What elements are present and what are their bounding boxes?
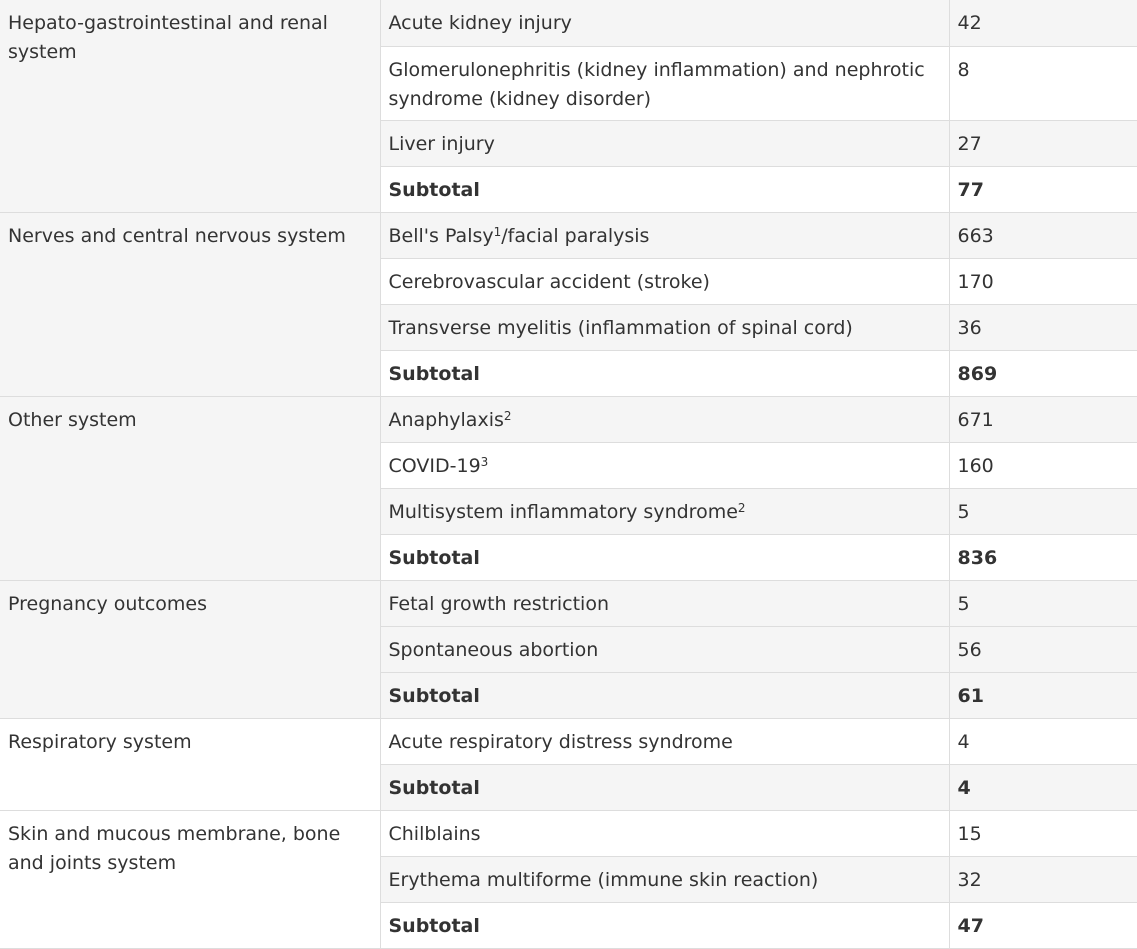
event-name-suffix: /facial paralysis	[501, 224, 650, 247]
system-cell: Other system	[0, 396, 380, 580]
subtotal-value: 47	[949, 902, 1137, 948]
event-cell	[380, 810, 949, 856]
subtotal-value: 836	[949, 534, 1137, 580]
subtotal-value: 4	[949, 764, 1137, 810]
event-cell	[380, 304, 949, 350]
subtotal-label: Subtotal	[380, 534, 949, 580]
event-name: Glomerulonephritis (kidney inflammation) and nephrotic syndrome (kidney disorder)	[388, 58, 925, 110]
table-row	[0, 718, 1137, 764]
event-name: Fetal growth restriction	[388, 592, 610, 615]
system-cell: Skin and mucous membrane, bone and joints system	[0, 810, 380, 948]
subtotal-value: 869	[949, 350, 1137, 396]
count-cell: 5	[949, 488, 1137, 534]
event-cell	[380, 718, 949, 764]
subtotal-label: Subtotal	[380, 902, 949, 948]
system-cell: Respiratory system	[0, 718, 380, 810]
event-name: Liver injury	[388, 132, 495, 155]
event-cell	[380, 442, 949, 488]
footnote-marker: 3	[480, 455, 489, 470]
count-cell: 663	[949, 212, 1137, 258]
event-cell	[380, 856, 949, 902]
event-name: Chilblains	[388, 822, 481, 845]
event-cell	[380, 120, 949, 166]
table-row	[0, 580, 1137, 626]
event-cell	[380, 488, 949, 534]
event-name: Anaphylaxis	[388, 408, 504, 431]
footnote-marker: 2	[503, 409, 512, 424]
count-cell: 671	[949, 396, 1137, 442]
event-name: Erythema multiforme (immune skin reaction)	[388, 868, 819, 891]
event-name: COVID-19	[388, 454, 481, 477]
footnote-marker: 2	[737, 501, 746, 516]
footnote-marker: 1	[493, 225, 502, 240]
count-cell: 42	[949, 0, 1137, 46]
event-name: Multisystem inflammatory syndrome	[388, 500, 738, 523]
count-cell: 5	[949, 580, 1137, 626]
event-name: Acute kidney injury	[388, 12, 572, 34]
subtotal-label: Subtotal	[380, 166, 949, 212]
event-cell	[380, 626, 949, 672]
subtotal-value: 77	[949, 166, 1137, 212]
event-cell	[380, 258, 949, 304]
table-row	[0, 396, 1137, 442]
count-cell: 27	[949, 120, 1137, 166]
event-cell	[380, 46, 949, 120]
count-cell: 170	[949, 258, 1137, 304]
event-cell	[380, 212, 949, 258]
count-cell: 56	[949, 626, 1137, 672]
subtotal-label: Subtotal	[380, 350, 949, 396]
count-cell: 15	[949, 810, 1137, 856]
event-name: Acute respiratory distress syndrome	[388, 730, 733, 753]
count-cell: 160	[949, 442, 1137, 488]
event-cell	[380, 0, 949, 46]
subtotal-value: 61	[949, 672, 1137, 718]
subtotal-label: Subtotal	[380, 764, 949, 810]
event-name: Transverse myelitis (inflammation of spinal cord)	[388, 316, 853, 339]
event-name: Cerebrovascular accident (stroke)	[388, 270, 710, 293]
event-name: Spontaneous abortion	[388, 638, 599, 661]
system-cell: Hepato-gastrointestinal and renal system	[0, 0, 380, 212]
system-cell: Pregnancy outcomes	[0, 580, 380, 718]
event-cell	[380, 396, 949, 442]
table-row	[0, 0, 1137, 46]
count-cell: 4	[949, 718, 1137, 764]
table-row	[0, 810, 1137, 856]
count-cell: 36	[949, 304, 1137, 350]
subtotal-label: Subtotal	[380, 672, 949, 718]
count-cell: 8	[949, 46, 1137, 120]
table-row	[0, 212, 1137, 258]
count-cell: 32	[949, 856, 1137, 902]
event-name: Bell's Palsy	[388, 224, 494, 247]
event-cell	[380, 580, 949, 626]
system-cell: Nerves and central nervous system	[0, 212, 380, 396]
